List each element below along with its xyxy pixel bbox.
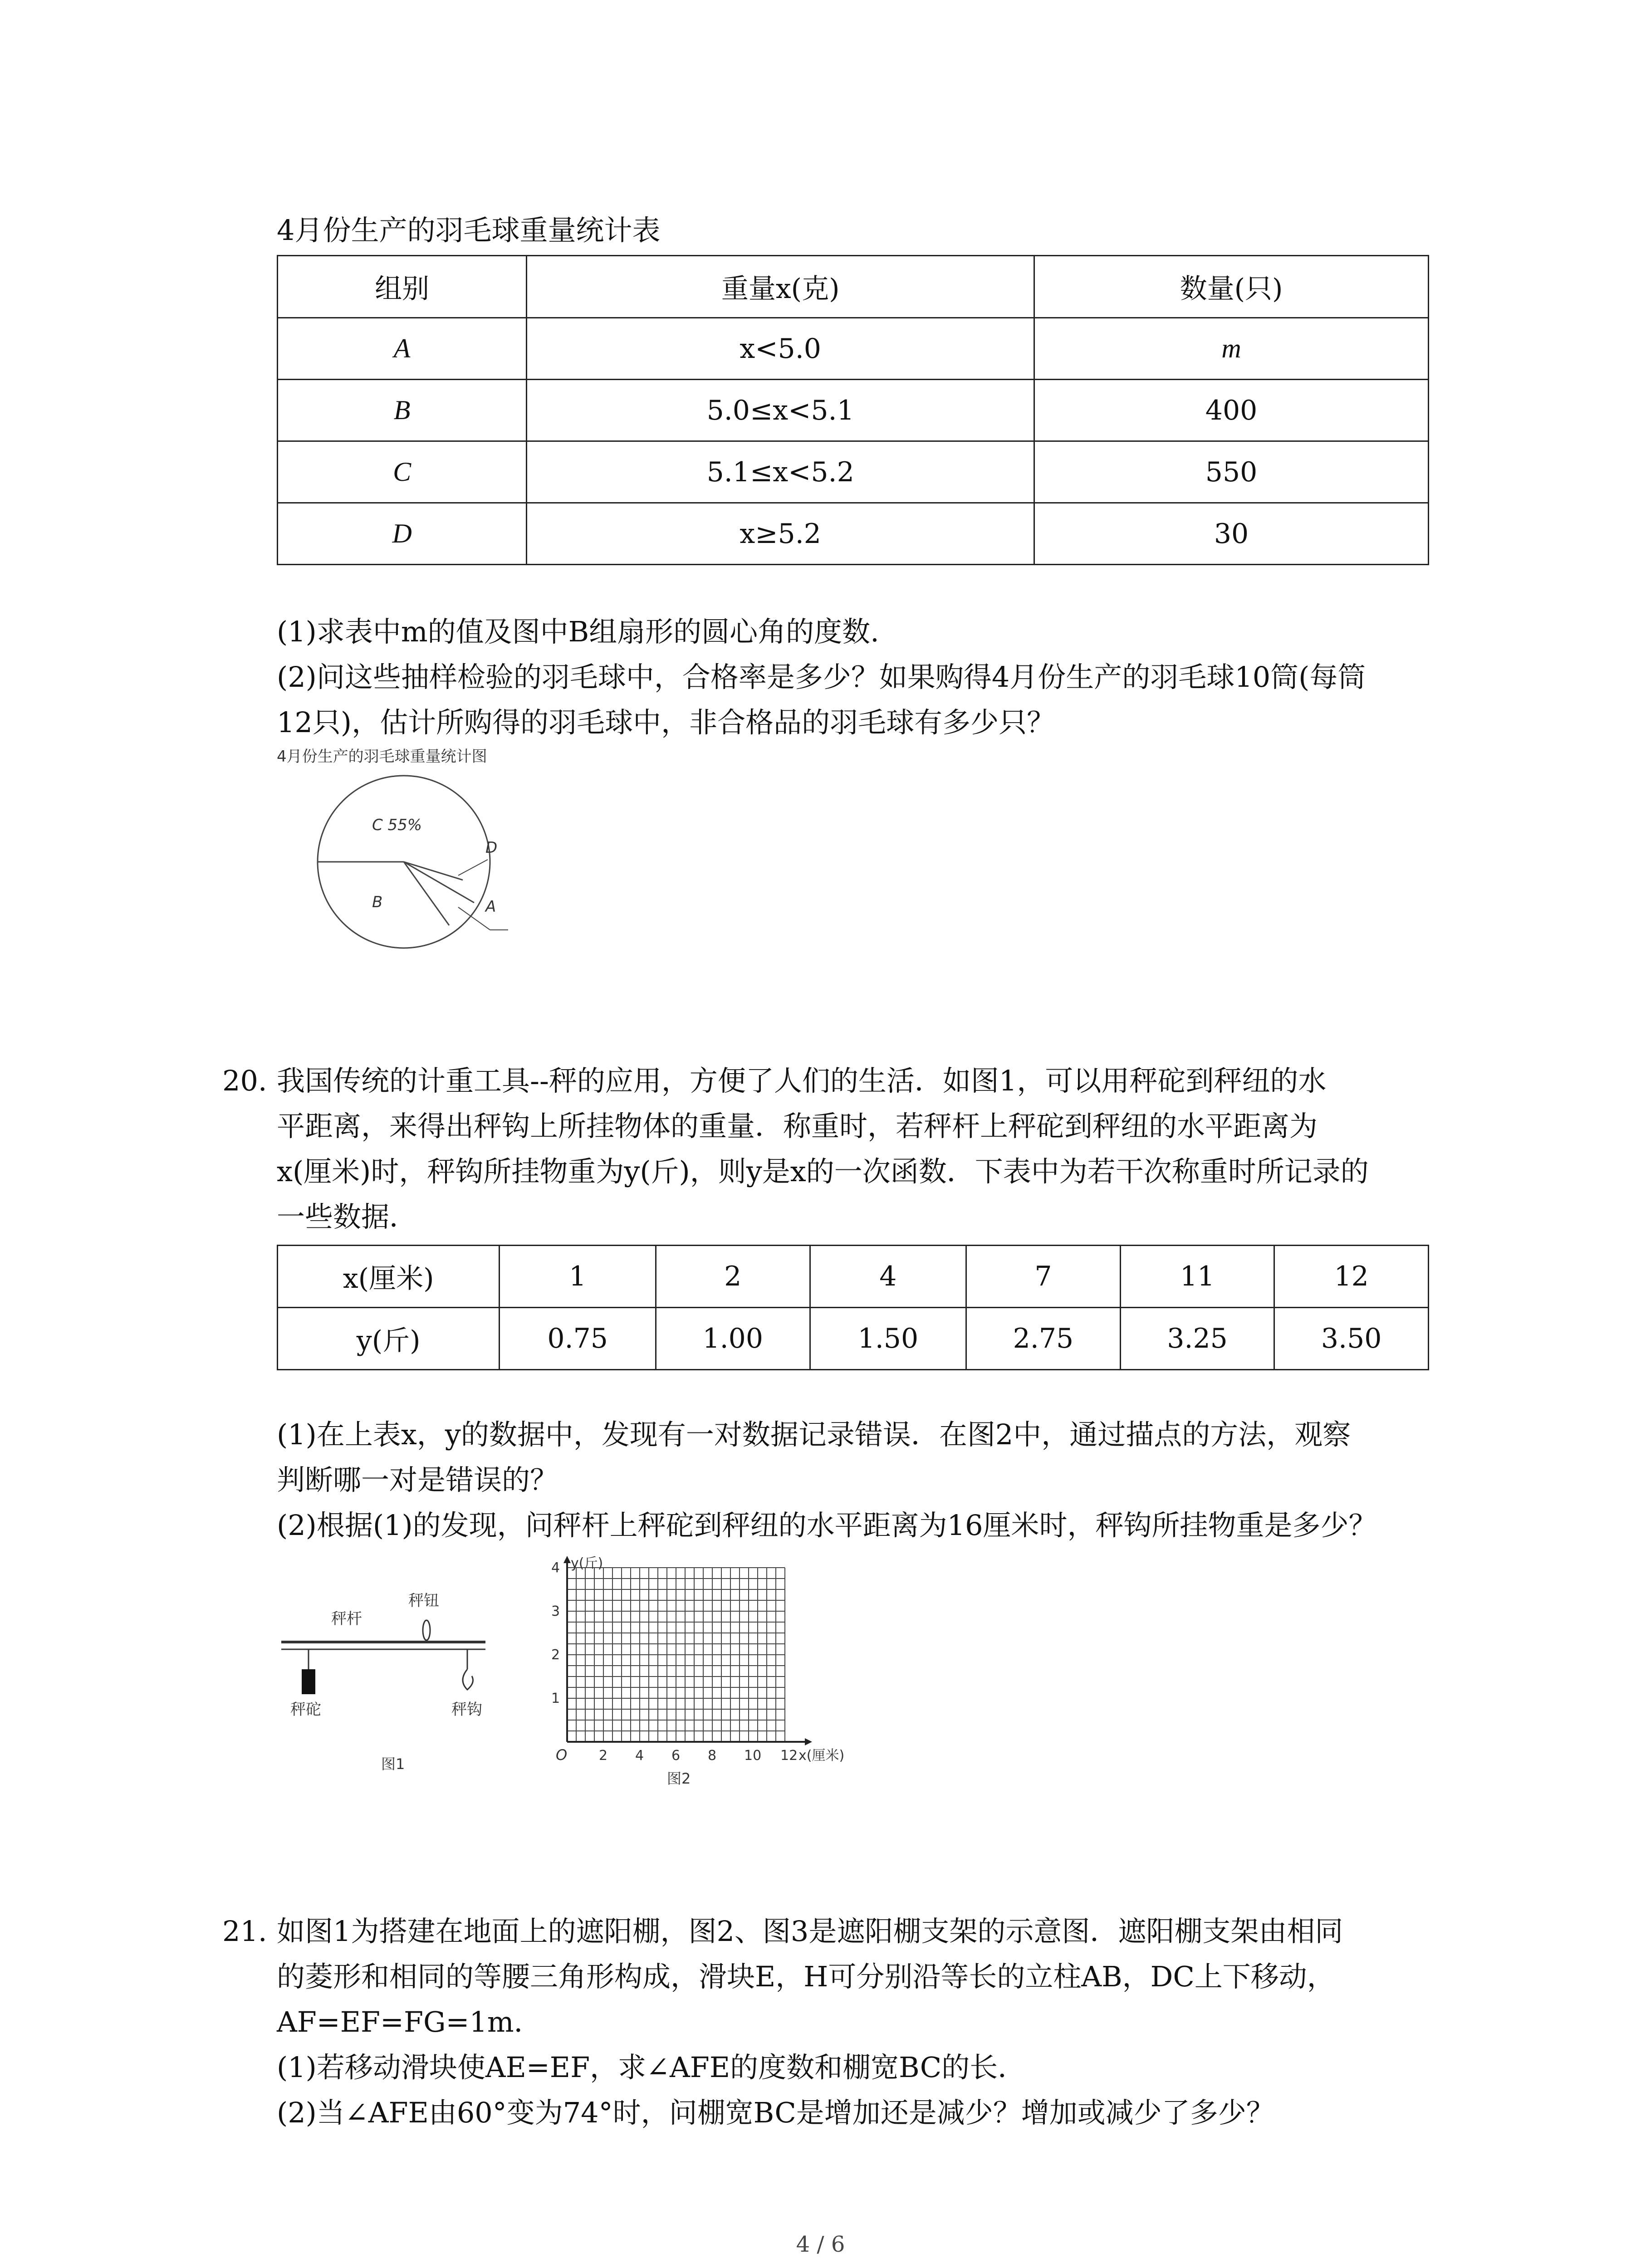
table-cell: 3.25 [1120, 1308, 1274, 1370]
scale-data-table [277, 1245, 1429, 1370]
table-cell: 1 [500, 1246, 656, 1308]
table-cell: 2.75 [966, 1308, 1121, 1370]
y-tick-label: 4 [551, 1560, 560, 1576]
table-row [278, 318, 1429, 380]
table-cell: 0.75 [500, 1308, 656, 1370]
table-header-row [278, 256, 1429, 318]
q20-line3: x(厘米)时，秤钩所挂物重为y(斤)，则y是x的一次函数．下表中为若干次称重时所记录的 [277, 1155, 1369, 1188]
q21-sub1: (1)若移动滑块使AE=EF，求∠AFE的度数和棚宽BC的长． [277, 2051, 1026, 2084]
table-cell: 3.50 [1274, 1308, 1429, 1370]
label-weight: 秤砣 [290, 1701, 321, 1719]
q21-line2: 的菱形和相同的等腰三角形构成，滑块E，H可分别沿等长的立柱AB，DC上下移动， [277, 1960, 1335, 1993]
x-axis-label: x(厘米) [798, 1748, 845, 1764]
q20-line2: 平距离，来得出秤钩上所挂物体的重量．称重时，若秤杆上秤砣到秤纽的水平距离为 [277, 1110, 1318, 1143]
origin-label: O [556, 1746, 568, 1764]
x-tick-label: 6 [671, 1748, 681, 1764]
table-row-y [278, 1308, 1429, 1370]
table-cell: 12 [1274, 1246, 1429, 1308]
q20-sub1-line1: (1)在上表x，y的数据中，发现有一对数据记录错误．在图2中，通过描点的方法，观察 [277, 1418, 1351, 1451]
row-header-y: y(斤) [278, 1308, 500, 1370]
pie-label-a: A [485, 898, 496, 916]
q20-sub1-line2: 判断哪一对是错误的？ [277, 1463, 558, 1496]
fig1-caption: 图1 [381, 1755, 405, 1773]
pie-label-b: B [372, 893, 383, 911]
y-axis-label: y(斤) [571, 1555, 603, 1571]
q20-line4: 一些数据． [277, 1200, 418, 1233]
label-knob: 秤钮 [408, 1592, 439, 1610]
table-cell: 30 [1034, 503, 1429, 565]
hook-shape [463, 1669, 473, 1690]
table-cell: 400 [1034, 380, 1429, 441]
table-row [278, 380, 1429, 441]
table-cell: C [278, 441, 527, 503]
pie-label-c: C 55% [372, 816, 422, 834]
table-cell: A [278, 318, 527, 380]
weight-shape [302, 1669, 315, 1694]
y-tick-label: 3 [551, 1603, 560, 1619]
table-cell: 11 [1120, 1246, 1274, 1308]
q20-line1: 我国传统的计重工具--秤的应用，方便了人们的生活．如图1，可以用秤砣到秤纽的水 [277, 1064, 1327, 1097]
table-cell: 5.0≤x<5.1 [527, 380, 1034, 441]
q19-sub1: (1)求表中m的值及图中B组扇形的圆心角的度数. [277, 615, 879, 648]
table-row-x [278, 1246, 1429, 1308]
x-tick-label: 10 [744, 1748, 762, 1764]
x-axis-arrow [805, 1738, 812, 1745]
q19-sub2-line1: (2)问这些抽样检验的羽毛球中，合格率是多少？如果购得4月份生产的羽毛球10筒(每筒 [277, 660, 1366, 694]
pie-divider-a [404, 862, 474, 903]
weight-statistics-table [277, 255, 1429, 565]
header-cell: 组别 [278, 256, 527, 318]
table-cell: x≥5.2 [527, 503, 1034, 565]
header-cell: 重量x(克) [527, 256, 1034, 318]
header-cell: 数量(只) [1034, 256, 1429, 318]
y-tick-label: 1 [551, 1691, 560, 1706]
pie-divider-ab [404, 862, 449, 925]
table-cell: 4 [810, 1246, 966, 1308]
coordinate-grid-figure [531, 1551, 876, 1787]
knob-shape [423, 1620, 430, 1640]
pie-chart [313, 771, 549, 962]
steelyard-figure [277, 1574, 513, 1774]
table-row [278, 441, 1429, 503]
x-tick-label: 4 [635, 1748, 644, 1764]
table-cell: B [278, 380, 527, 441]
page-number: 4 / 6 [796, 2232, 845, 2257]
grid-lines [567, 1568, 785, 1742]
x-tick-label: 12 [780, 1748, 798, 1764]
table-cell: D [278, 503, 527, 565]
q19-sub2-line2: 12只)，估计所购得的羽毛球中，非合格品的羽毛球有多少只？ [277, 706, 1055, 739]
q21-sub2: (2)当∠AFE由60°变为74°时，问棚宽BC是增加还是减少？增加或减少了多少？ [277, 2096, 1274, 2129]
q20-sub2: (2)根据(1)的发现，问秤杆上秤砣到秤纽的水平距离为16厘米时，秤钩所挂物重是多少？ [277, 1509, 1377, 1542]
table-row [278, 503, 1429, 565]
row-header-x: x(厘米) [278, 1246, 500, 1308]
table1-caption: 4月份生产的羽毛球重量统计表 [277, 214, 661, 247]
q21-line3: AF=EF=FG=1m． [277, 2005, 542, 2038]
table-cell: 1.00 [656, 1308, 810, 1370]
table-cell: 7 [966, 1246, 1121, 1308]
table-cell: 550 [1034, 441, 1429, 503]
pie-divider-d [404, 862, 463, 880]
pie-leader-d [458, 860, 488, 875]
pie-title: 4月份生产的羽毛球重量统计图 [277, 748, 487, 766]
x-tick-label: 2 [599, 1748, 608, 1764]
pie-label-d: D [485, 839, 498, 857]
label-rod: 秤杆 [331, 1610, 362, 1628]
table-cell: 2 [656, 1246, 810, 1308]
table-cell: m [1034, 318, 1429, 380]
q21-line1: 如图1为搭建在地面上的遮阳棚，图2、图3是遮阳棚支架的示意图．遮阳棚支架由相同 [277, 1915, 1343, 1948]
q21-number: 21. [222, 1915, 267, 1948]
table-cell: 5.1≤x<5.2 [527, 441, 1034, 503]
y-axis-arrow [563, 1556, 571, 1563]
fig2-caption: 图2 [667, 1770, 691, 1787]
y-tick-label: 2 [551, 1647, 560, 1663]
table-cell: 1.50 [810, 1308, 966, 1370]
x-tick-label: 8 [708, 1748, 717, 1764]
q20-number: 20. [222, 1064, 267, 1097]
label-hook: 秤钩 [451, 1701, 482, 1719]
table-cell: x<5.0 [527, 318, 1034, 380]
